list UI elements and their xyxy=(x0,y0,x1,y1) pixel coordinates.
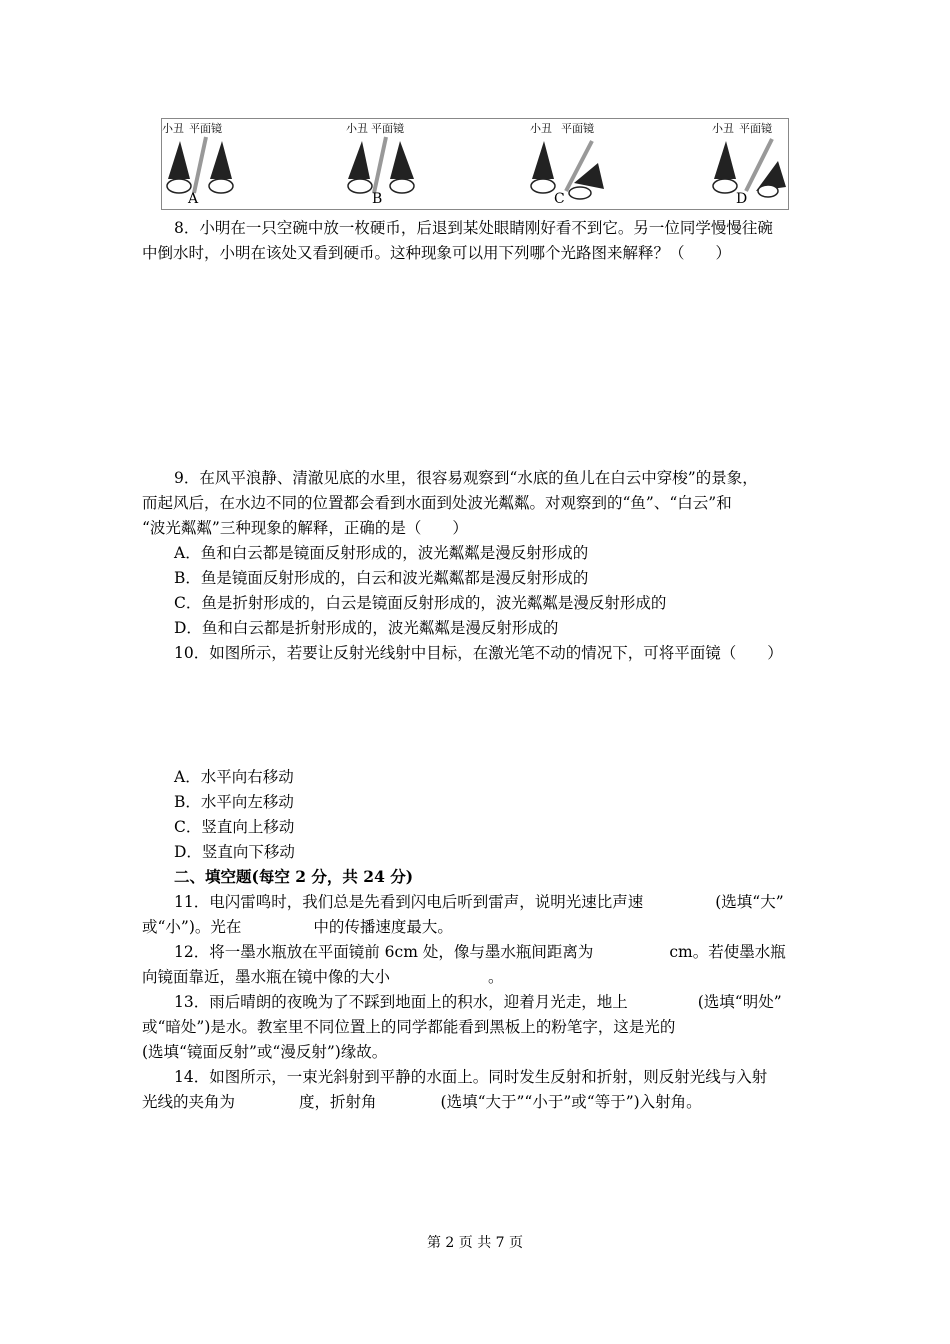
q14-line-2-text: 光线的夹角为 xyxy=(142,1093,236,1111)
q10-option-d: D．竖直向下移动 xyxy=(174,843,295,861)
q9-option-a: A．鱼和白云都是镜面反射形成的，波光粼粼是漫反射形成的 xyxy=(174,544,589,562)
figure-panel-b xyxy=(344,119,444,209)
q13-line-3: (选填“镜面反射”或“漫反射”)缘故。 xyxy=(142,1043,388,1061)
q13-line-1 xyxy=(174,992,844,1012)
mirror-label: 平面镜 xyxy=(189,122,222,135)
clown-mirror-figure xyxy=(161,118,789,210)
q10-option-c: C．竖直向上移动 xyxy=(174,818,295,836)
clown-hat-icon xyxy=(528,131,638,201)
clown-hat-icon xyxy=(712,131,790,201)
q9-option-c: C．鱼是折射形成的，白云是镜面反射形成的，波光粼粼是漫反射形成的 xyxy=(174,594,667,612)
q9-line-3: “波光粼粼”三种现象的解释，正确的是（ ） xyxy=(142,519,468,537)
q9-line-2: 而起风后，在水边不同的位置都会看到水面到处波光粼粼。对观察到的“鱼”、“白云”和 xyxy=(142,494,732,512)
mirror-label: 平面镜 xyxy=(739,122,772,135)
q13-line-1-text: 13．雨后晴朗的夜晚为了不踩到地面上的积水，迎着月光走，地上 xyxy=(174,993,628,1011)
clown-label: 小丑 xyxy=(530,122,552,135)
option-a-label: A xyxy=(188,191,199,207)
q11-line-1-hint: (选填“大” xyxy=(715,893,784,911)
q11-line-2-tail: 中的传播速度最大。 xyxy=(313,918,453,936)
q12-line-1 xyxy=(174,942,844,962)
q12-line-2-text: 向镜面靠近，墨水瓶在镜中像的大小 xyxy=(142,968,391,986)
clown-label: 小丑 xyxy=(346,122,368,135)
q11-line-1 xyxy=(174,892,844,912)
option-c-label: C xyxy=(554,191,565,207)
q9-line-1: 9．在风平浪静、清澈见底的水里，很容易观察到“水底的鱼儿在白云中穿梭”的景象， xyxy=(174,469,758,487)
q14-line-2 xyxy=(142,1092,812,1112)
q14-line-1: 14．如图所示，一束光斜射到平静的水面上。同时发生反射和折射，则反射光线与入射 xyxy=(174,1068,768,1086)
q12-line-1-tail: cm。若使墨水瓶 xyxy=(669,943,786,961)
clown-hat-icon xyxy=(162,131,262,201)
q14-line-2-hint: (选填“大于”“小于”或“等于”)入射角。 xyxy=(440,1093,702,1111)
option-d-label: D xyxy=(736,191,748,207)
q11-line-1-text: 11．电闪雷鸣时，我们总是先看到闪电后听到雷声，说明光速比声速 xyxy=(174,893,644,911)
clown-label: 小丑 xyxy=(162,122,184,135)
q10-option-a: A．水平向右移动 xyxy=(174,768,294,786)
q14-line-2-mid: 度，折射角 xyxy=(299,1093,377,1111)
mirror-label: 平面镜 xyxy=(561,122,594,135)
q12-line-2-tail: 。 xyxy=(488,968,504,986)
q11-line-2 xyxy=(142,917,812,937)
figure-panel-d xyxy=(712,119,812,209)
clown-hat-icon xyxy=(344,131,444,201)
figure-panel-c xyxy=(528,119,628,209)
q12-line-1-text: 12．将一墨水瓶放在平面镜前 6cm 处，像与墨水瓶间距离为 xyxy=(174,943,594,961)
q10-option-b: B．水平向左移动 xyxy=(174,793,294,811)
q10-line-1: 10．如图所示，若要让反射光线射中目标，在激光笔不动的情况下，可将平面镜（ ） xyxy=(174,644,783,662)
figure-panel-a xyxy=(162,119,262,209)
page-footer: 第 2 页 共 7 页 xyxy=(426,1235,524,1251)
q13-line-1-hint: (选填“明处” xyxy=(697,993,782,1011)
q9-option-b: B．鱼是镜面反射形成的，白云和波光粼粼都是漫反射形成的 xyxy=(174,569,589,587)
q13-line-2: 或“暗处”)是水。教室里不同位置上的同学都能看到黑板上的粉笔字，这是光的 xyxy=(142,1018,676,1036)
q8-line-1: 8．小明在一只空碗中放一枚硬币，后退到某处眼睛刚好看不到它。另一位同学慢慢往碗 xyxy=(174,219,773,237)
q11-line-2-text: 或“小”)。光在 xyxy=(142,918,242,936)
q9-option-d: D．鱼和白云都是折射形成的，波光粼粼是漫反射形成的 xyxy=(174,619,559,637)
clown-label: 小丑 xyxy=(712,122,734,135)
section-2-heading: 二、填空题(每空 2 分，共 24 分) xyxy=(174,867,414,886)
mirror-label: 平面镜 xyxy=(371,122,404,135)
option-b-label: B xyxy=(372,191,383,207)
q12-line-2 xyxy=(142,967,812,987)
q8-line-2: 中倒水时，小明在该处又看到硬币。这种现象可以用下列哪个光路图来解释？（ ） xyxy=(142,244,732,262)
